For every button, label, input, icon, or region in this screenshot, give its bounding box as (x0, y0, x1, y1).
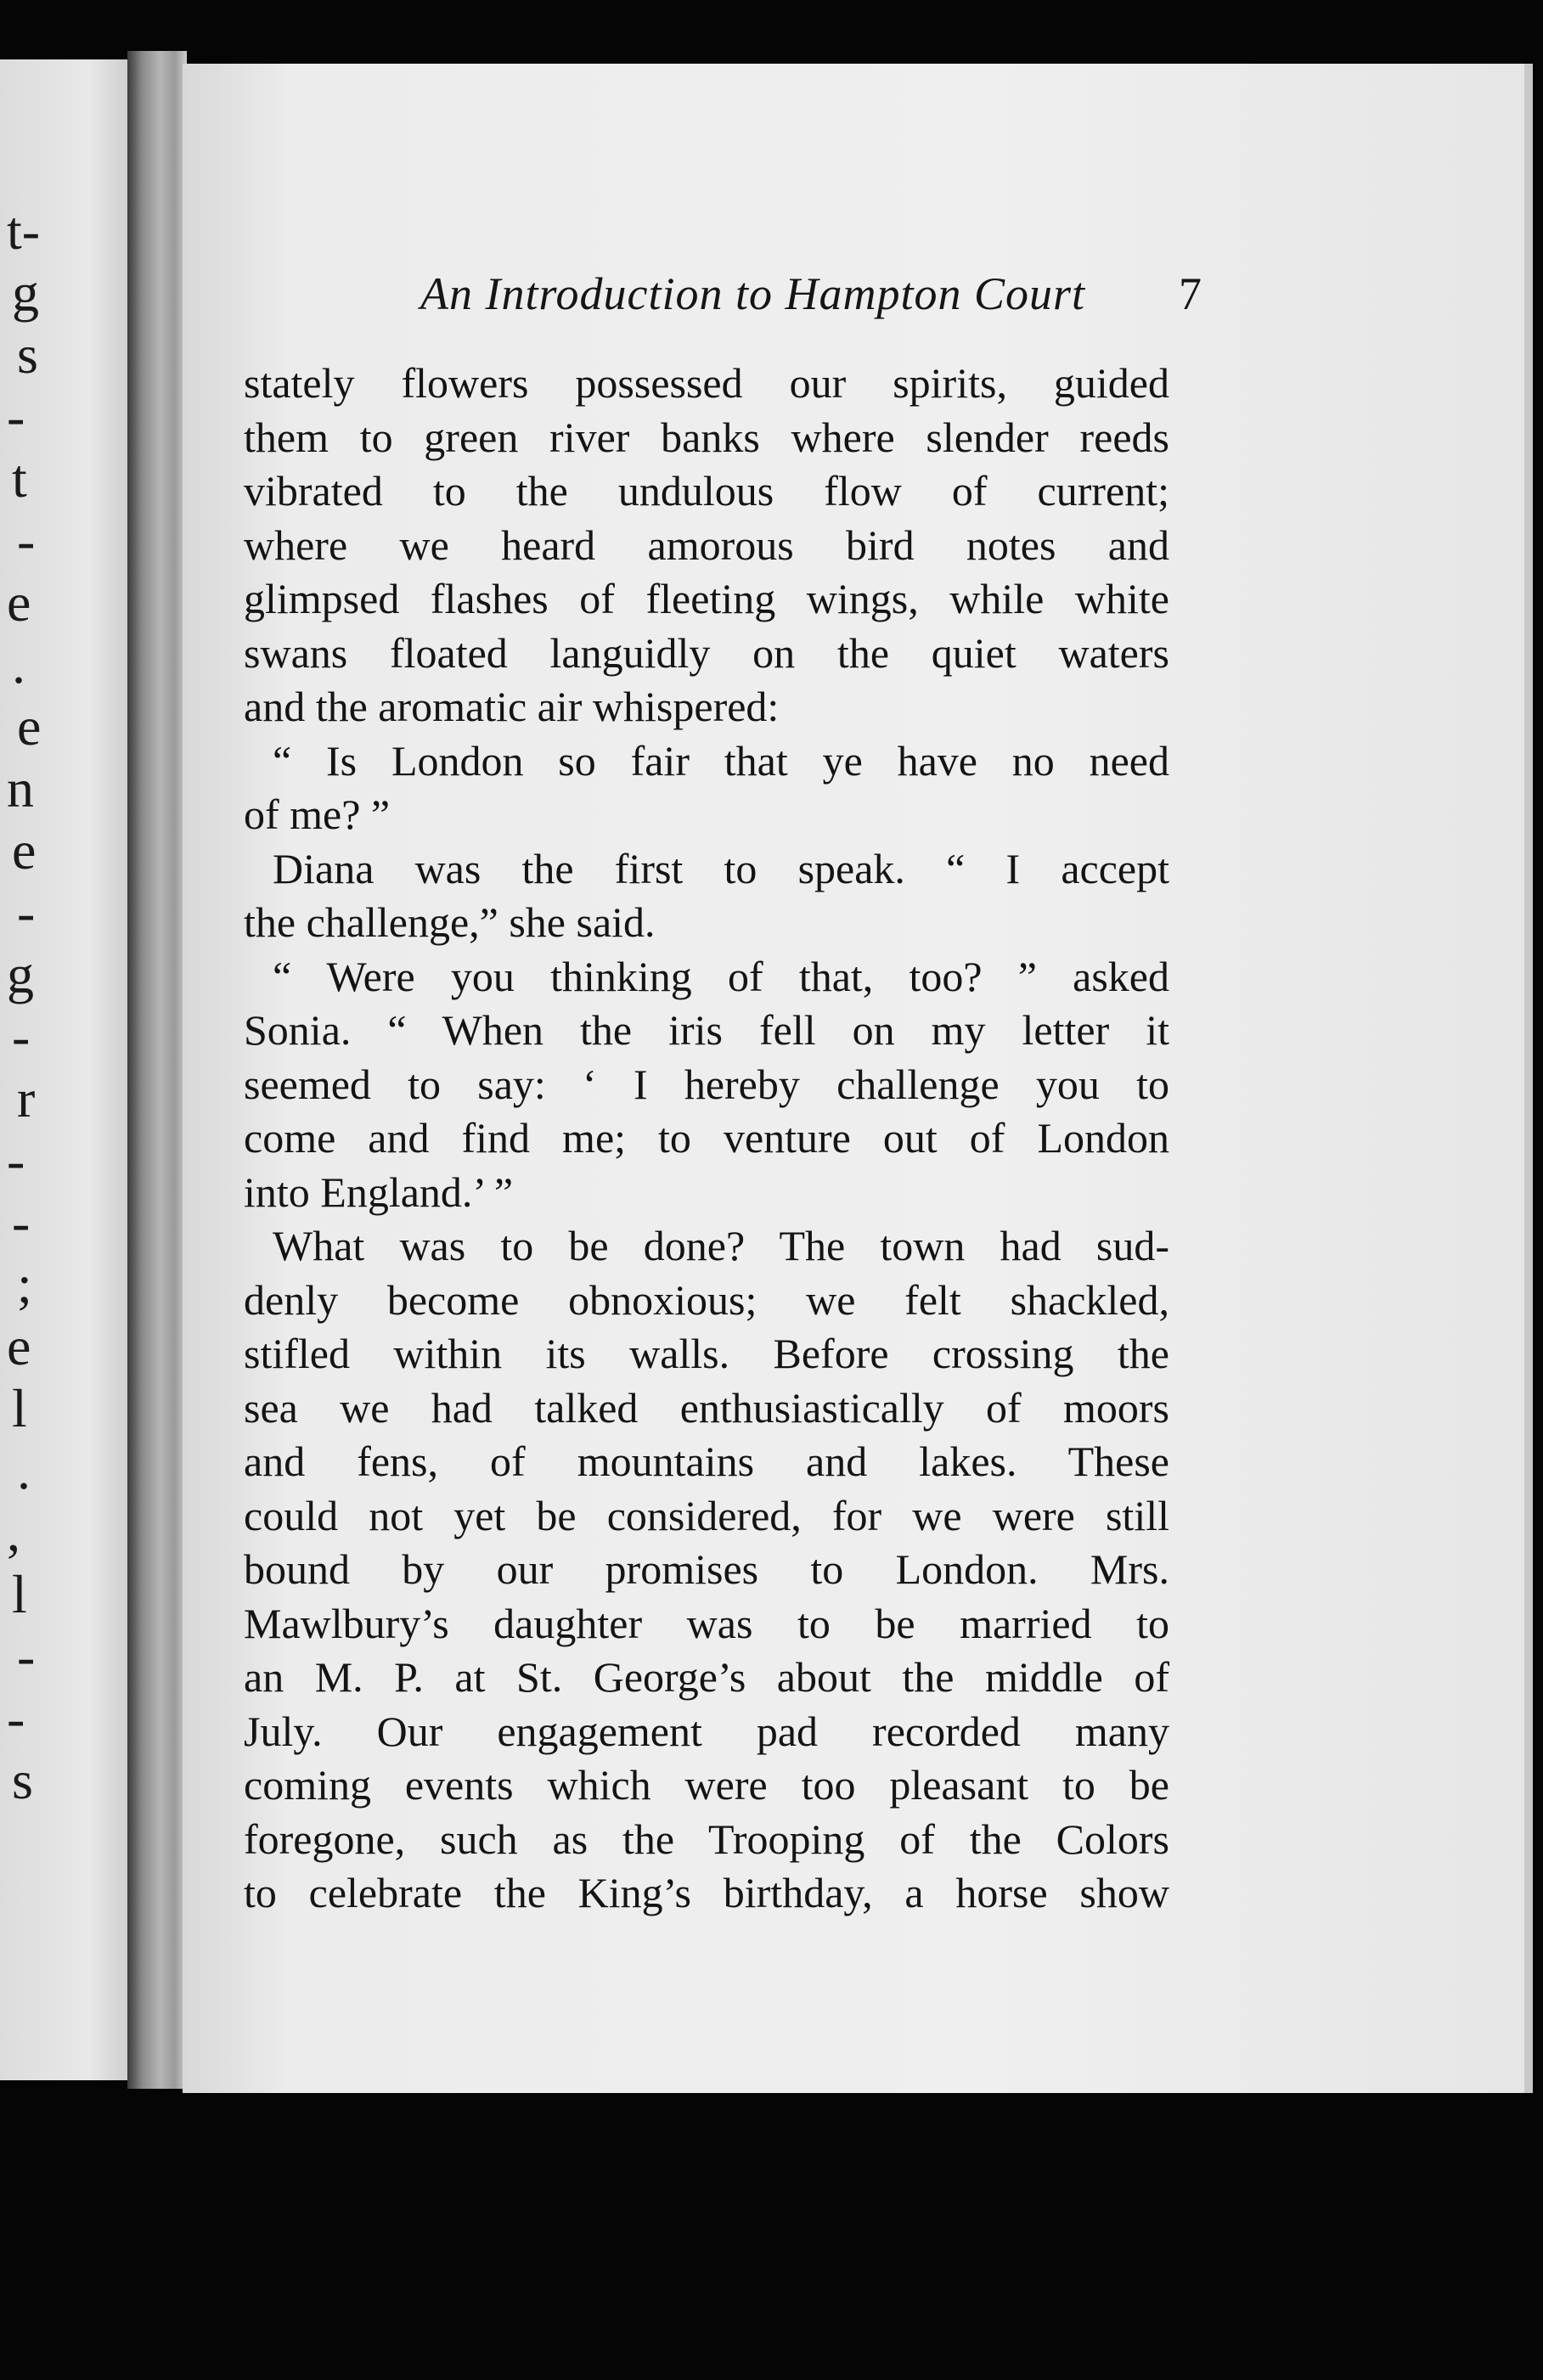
text-line: coming events which were too pleasant to be (244, 1761, 1169, 1809)
text-line: Sonia. “ When the iris fell on my letter it (244, 1006, 1169, 1054)
left-page-fragment: ; (17, 1254, 32, 1314)
running-head (301, 267, 1202, 320)
text-line: denly become obnoxious; we felt shackled, (244, 1275, 1169, 1324)
book-gutter (127, 51, 187, 2089)
book-page (183, 64, 1533, 2093)
text-line: vibrated to the undulous flow of current; (244, 467, 1169, 515)
text-line: stifled within its walls. Before crossing the (244, 1330, 1169, 1377)
text-line: into England.’ ” (244, 1167, 514, 1216)
text-line: “ Were you thinking of that, too? ” asked (273, 952, 1169, 1000)
left-page-fragment: l (12, 1378, 27, 1438)
text-line: and fens, of mountains and lakes. These (244, 1438, 1169, 1485)
text-line: them to green river banks where slender reeds (244, 413, 1169, 461)
left-page-fragment: - (17, 510, 36, 571)
page-number: 7 (1179, 268, 1202, 319)
left-page-fragment: n (7, 758, 34, 819)
left-page-fragment: , (7, 1502, 20, 1562)
text-line: July. Our engagement pad recorded many (244, 1707, 1169, 1755)
text-line: bound by our promises to London. Mrs. (244, 1545, 1169, 1593)
left-page-fragment: - (12, 1192, 31, 1252)
text-line: of me? ” (244, 791, 391, 838)
left-page-fragment: s (17, 324, 38, 385)
text-line: stately flowers possessed our spirits, guided (244, 359, 1169, 407)
left-page-fragment: e (12, 820, 37, 881)
left-page-fragment: e (7, 572, 31, 633)
left-page-fragment: - (7, 386, 25, 447)
text-line: swans floated languidly on the quiet waters (244, 628, 1169, 677)
text-line: seemed to say: ‘ I hereby challenge you to (244, 1060, 1169, 1108)
left-page-fragment: - (17, 882, 36, 942)
text-line: come and find me; to venture out of London (244, 1114, 1169, 1162)
text-line: Mawlbury’s daughter was to be married to (244, 1599, 1169, 1647)
previous-page-edge (0, 59, 127, 2080)
text-line: glimpsed flashes of fleeting wings, while white (244, 575, 1169, 622)
text-line: “ Is London so fair that ye have no need (273, 736, 1169, 785)
left-page-fragment: t (12, 448, 27, 509)
left-page-fragment: t- (7, 200, 41, 261)
left-page-fragment: r (17, 1068, 36, 1128)
left-page-fragment: . (12, 634, 25, 695)
left-page-fragment: - (7, 1688, 25, 1748)
left-page-fragment: - (12, 1006, 31, 1066)
text-line: sea we had talked enthusiastically of moors (244, 1383, 1169, 1432)
text-line: What was to be done? The town had sud- (273, 1222, 1169, 1269)
text-line: and the aromatic air whispered: (244, 683, 780, 730)
left-page-fragment: e (17, 696, 42, 757)
running-head-title: An Introduction to Hampton Court (420, 268, 1085, 319)
body-text (244, 357, 1169, 1921)
left-page-fragment: g (7, 944, 34, 1004)
left-page-fragment: g (12, 262, 39, 323)
text-line: the challenge,” she said. (244, 898, 656, 946)
text-line: Diana was the first to speak. “ I accept (273, 844, 1169, 892)
left-page-fragment: - (17, 1626, 36, 1686)
left-page-fragment: s (12, 1750, 33, 1810)
text-line: could not yet be considered, for we were still (244, 1491, 1169, 1539)
text-line: foregone, such as the Trooping of the Colors (244, 1815, 1169, 1863)
left-page-fragment: . (17, 1440, 31, 1500)
text-line: where we heard amorous bird notes and (244, 520, 1169, 569)
text-line: to celebrate the King’s birthday, a horse show (244, 1869, 1169, 1916)
left-page-fragment: - (7, 1130, 25, 1190)
text-line: an M. P. at St. George’s about the middle of (244, 1653, 1169, 1701)
left-page-fragment: l (12, 1564, 27, 1624)
left-page-fragment: e (7, 1316, 31, 1376)
